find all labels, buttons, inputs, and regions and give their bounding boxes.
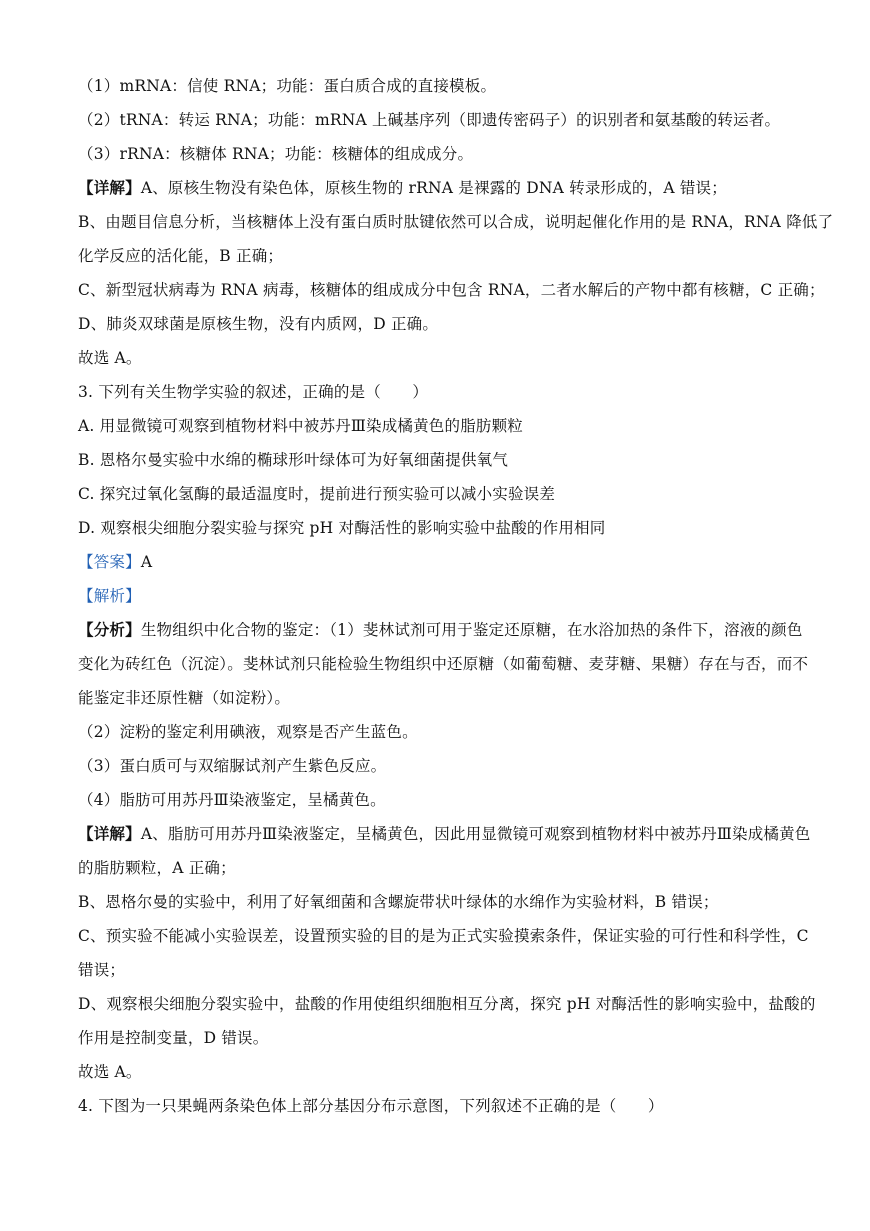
- jiexi-tag: 【解析】: [78, 587, 141, 605]
- detail-line-d: D、肺炎双球菌是原核生物，没有内质网，D 正确。: [78, 315, 439, 333]
- fenxi-line-5: （3）蛋白质可与双缩脲试剂产生紫色反应。: [78, 757, 387, 775]
- question-3-stem: 3. 下列有关生物学实验的叙述，正确的是（ ）: [78, 383, 429, 401]
- question-3-option-d: D. 观察根尖细胞分裂实验与探究 pH 对酶活性的影响实验中盐酸的作用相同: [78, 519, 606, 537]
- answer-value: A: [140, 553, 153, 571]
- detail-line-b2: 化学反应的活化能，B 正确；: [78, 247, 284, 265]
- q3-detail-line-b: B、恩格尔曼的实验中，利用了好氧细菌和含螺旋带状叶绿体的水绵作为实验材料，B 错误；: [78, 893, 719, 911]
- q3-detail-line-c2: 错误；: [78, 961, 126, 979]
- detail-tag: 【详解】: [78, 178, 141, 197]
- q3-detail-line-a2: 的脂肪颗粒，A 正确；: [78, 859, 236, 877]
- question-3-option-c: C. 探究过氧化氢酶的最适温度时，提前进行预实验可以减小实验误差: [78, 485, 556, 503]
- q3-detail-line-d1: D、观察根尖细胞分裂实验中，盐酸的作用使组织细胞相互分离，探究 pH 对酶活性的影响实验中，盐酸的: [78, 995, 816, 1013]
- fenxi-text-1: 生物组织中化合物的鉴定：（1）斐林试剂可用于鉴定还原糖，在水浴加热的条件下，溶液的颜色: [140, 621, 803, 639]
- q3-detail-line-c1: C、预实验不能减小实验误差，设置预实验的目的是为正式实验摸索条件，保证实验的可行性和科学性，C: [78, 927, 809, 945]
- q3-detail-text-a1: A、脂肪可用苏丹Ⅲ染液鉴定，呈橘黄色，因此用显微镜可观察到植物材料中被苏丹Ⅲ染成橘黄色: [140, 825, 811, 843]
- q3-detail-line-d2: 作用是控制变量，D 错误。: [78, 1029, 269, 1047]
- fenxi-line-6: （4）脂肪可用苏丹Ⅲ染液鉴定，呈橘黄色。: [78, 791, 386, 809]
- q3-detail-tag: 【详解】: [78, 824, 141, 843]
- jiexi-line: [78, 586, 798, 606]
- q3-detail-line-a1: [78, 824, 811, 844]
- q3-conclusion-line: 故选 A。: [78, 1063, 142, 1081]
- fenxi-line-3: 能鉴定非还原性糖（如淀粉）。: [78, 689, 291, 707]
- fenxi-line-2: 变化为砖红色（沉淀）。斐林试剂只能检验生物组织中还原糖（如葡萄糖、麦芽糖、果糖）存在与否，而不: [78, 655, 809, 673]
- conclusion-line: 故选 A。: [78, 349, 142, 367]
- fenxi-tag: 【分析】: [78, 620, 141, 639]
- detail-line-a: [78, 178, 798, 198]
- detail-line-c: C、新型冠状病毒为 RNA 病毒，核糖体的组成成分中包含 RNA，二者水解后的产物中都有核糖，C 正确；: [78, 281, 825, 299]
- question-4-stem: 4. 下图为一只果蝇两条染色体上部分基因分布示意图，下列叙述不正确的是（ ）: [78, 1097, 664, 1115]
- detail-text-a: A、原核生物没有染色体，原核生物的 rRNA 是裸露的 DNA 转录形成的，A 错误；: [140, 179, 727, 197]
- analysis-line-rrna: （3）rRNA：核糖体 RNA；功能：核糖体的组成成分。: [78, 145, 474, 163]
- analysis-line-mrna: （1）mRNA：信使 RNA；功能：蛋白质合成的直接模板。: [78, 77, 497, 95]
- fenxi-line-1: [78, 620, 803, 640]
- detail-line-b1: B、由题目信息分析，当核糖体上没有蛋白质时肽键依然可以合成，说明起催化作用的是 RNA，RNA 降低了: [78, 213, 834, 231]
- fenxi-line-4: （2）淀粉的鉴定利用碘液，观察是否产生蓝色。: [78, 723, 418, 741]
- answer-line: [78, 552, 798, 572]
- analysis-line-trna: （2）tRNA：转运 RNA；功能：mRNA 上碱基序列（即遗传密码子）的识别者和氨基酸的转运者。: [78, 111, 781, 129]
- question-3-option-a: A. 用显微镜可观察到植物材料中被苏丹Ⅲ染成橘黄色的脂肪颗粒: [78, 417, 523, 435]
- answer-tag: 【答案】: [78, 553, 141, 571]
- question-3-option-b: B. 恩格尔曼实验中水绵的椭球形叶绿体可为好氧细菌提供氧气: [78, 451, 509, 469]
